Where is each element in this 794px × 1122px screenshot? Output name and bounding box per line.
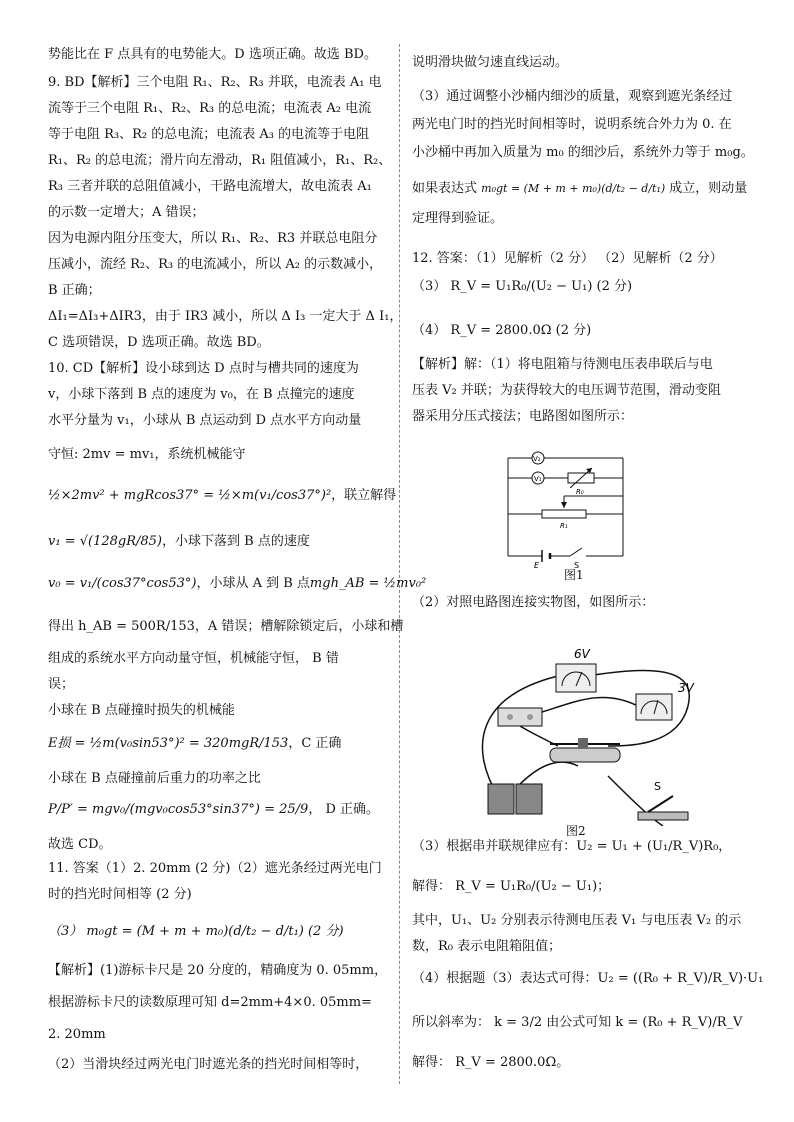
switch-icon — [638, 796, 688, 820]
text-line: v，小球下落到 B 点的速度为 v₀，在 B 点撞完的速度 — [48, 387, 355, 402]
text-line: 故选 CD。 — [48, 837, 112, 852]
equation-momentum-answer: （3） m₀gt = (M + m + m₀)(d/t₂ − d/t₁) (2 分) — [48, 924, 344, 939]
text-line: 其中，U₁、U₂ 分别表示待测电压表 V₁ 与电压表 V₂ 的示 — [412, 913, 742, 928]
equation-energy — [48, 488, 396, 504]
equation-momentum: m₀gt = (M + m + m₀)(d/t₂ − d/t₁) — [481, 182, 666, 195]
equation-v0-body: v₀ = v₁/(cos37°cos53°) — [48, 576, 197, 591]
text-line: B 正确； — [48, 283, 101, 298]
text-line: 势能比在 F 点具有的电势能大。D 选项正确。故选 BD。 — [48, 47, 377, 62]
label-6v: 6V — [574, 647, 590, 661]
label-e: E — [534, 561, 540, 570]
text-line: ΔI₁=ΔI₃+ΔIR3，由于 IR3 减小，所以 Δ I₃ 一定大于 Δ I₁， — [48, 309, 403, 324]
equation-power-ratio-body: P/P′ = mgv₀/(mgv₀cos53°sin37°) = 25/9 — [48, 802, 309, 817]
equation-power-ratio-tail: ， D 正确。 — [308, 802, 380, 817]
label-v2: V₂ — [533, 455, 541, 463]
label-switch: S — [654, 780, 661, 793]
text-line: 组成的系统水平方向动量守恒，机械能守恒， B 错 — [48, 651, 339, 666]
text-line — [412, 180, 747, 198]
text-line: 小球在 B 点碰撞时损失的机械能 — [48, 703, 235, 718]
text-line: （2）对照电路图连接实物图，如图所示： — [412, 595, 655, 610]
text-line: （2）当滑块经过两光电门时遮光条的挡光时间相等时， — [48, 1057, 369, 1072]
voltmeter-3v-icon — [636, 694, 672, 720]
equation-power-ratio — [48, 802, 379, 818]
text-line: 等于电阻 R₃、R₂ 的总电流；电流表 A₃ 的电流等于电阻 — [48, 127, 370, 142]
text-line: 小沙桶中再加入质量为 m₀ 的细沙后，系统外力等于 m₀g。 — [412, 145, 754, 160]
text-line: 水平分量为 v₁，小球从 B 点运动到 D 点水平方向动量 — [48, 413, 362, 428]
figure1-caption: 图1 — [564, 568, 584, 582]
text-line: 压减小，流经 R₂、R₃ 的电流减小，所以 A₂ 的示数减小， — [48, 257, 383, 272]
text-line: 【解析】解：（1）将电阻箱与待测电压表串联后与电 — [412, 357, 713, 372]
text-line: 器采用分压式接法；电路图如图所示： — [412, 409, 634, 424]
text-line: 11. 答案（1）2. 20mm (2 分)（2）遮光条经过两光电门 — [48, 861, 382, 876]
text-fragment: 成立，则动量 — [669, 181, 748, 196]
text-line: R₃ 三者并联的总阻值减小，干路电流增大，故电流表 A₁ — [48, 179, 372, 194]
text-line: （3）通过调整小沙桶内细沙的质量，观察到遮光条经过 — [412, 89, 733, 104]
text-line: 解得： R_V = 2800.0Ω。 — [412, 1055, 570, 1070]
label-v1: V₁ — [534, 475, 542, 483]
resistance-box-icon — [498, 708, 542, 726]
rheostat-icon — [550, 738, 620, 762]
answer-line: （3） R_V = U₁R₀/(U₂ − U₁) (2 分) — [412, 279, 633, 294]
physical-circuit-figure2 — [458, 626, 708, 826]
text-line: 【解析】(1)游标卡尺是 20 分度的，精确度为 0. 05mm， — [48, 963, 388, 978]
text-line: （3）根据串并联规律应有：U₂ = U₁ + (U₁/R_V)R₀， — [412, 839, 732, 854]
text-fragment: 如果表达式 — [412, 181, 478, 196]
text-line: 9. BD【解析】三个电阻 R₁、R₂、R₃ 并联，电流表 A₁ 电 — [48, 75, 382, 90]
text-line: 说明滑块做匀速直线运动。 — [412, 55, 569, 70]
equation-energy-tail: ，联立解得 — [331, 488, 397, 503]
text-line: 12. 答案：（1）见解析（2 分） （2）见解析（2 分） — [412, 251, 723, 266]
text-line: 解得： R_V = U₁R₀/(U₂ − U₁)； — [412, 879, 611, 894]
equation-v0 — [48, 576, 426, 592]
text-line: C 选项错误，D 选项正确。故选 BD。 — [48, 335, 270, 350]
text-line: 所以斜率为： k = 3/2 由公式可知 k = (R₀ + R_V)/R_V — [412, 1015, 743, 1030]
text-line: 得出 h_AB = 500R/153，A 错误；槽解除锁定后，小球和槽 — [48, 619, 404, 634]
text-line: 流等于三个电阻 R₁、R₂、R₃ 的总电流；电流表 A₂ 电流 — [48, 101, 372, 116]
circuit-diagram-figure1 — [498, 438, 638, 570]
answer-line: （4） R_V = 2800.0Ω (2 分) — [412, 323, 592, 338]
text-line: 因为电源内阻分压变大，所以 R₁、R₂、R3 并联总电阻分 — [48, 231, 378, 246]
text-line: 两光电门时的挡光时间相等时，说明系统合外力为 0. 在 — [412, 117, 732, 132]
label-r0: R₀ — [576, 488, 584, 496]
text-line: 时的挡光时间相等 (2 分) — [48, 887, 192, 902]
equation-energy-loss-tail: ，C 正确 — [288, 736, 342, 751]
equation-v0-mid: ，小球从 A 到 B 点 — [196, 576, 310, 591]
equation-energy-body: ½×2mv² + mgRcos37° = ½×m(v₁/cos37°)² — [48, 488, 332, 503]
battery-icon — [488, 784, 542, 814]
equation-energy-loss-body: E损 = ½m(v₀sin53°)² = 320mgR/153 — [48, 736, 289, 751]
figure2-caption: 图2 — [566, 824, 586, 838]
equation-mgh: mgh_AB = ½mv₀² — [309, 576, 427, 591]
text-line: 的示数一定增大；A 错误； — [48, 205, 205, 220]
label-3v: 3V — [678, 681, 694, 695]
label-r1: R₁ — [560, 522, 568, 530]
equation-energy-loss — [48, 736, 341, 752]
text-line: 定理得到验证。 — [412, 211, 504, 226]
label-s: S — [574, 561, 580, 570]
voltmeter-6v-icon — [556, 664, 596, 692]
text-line: 10. CD【解析】设小球到达 D 点时与槽共同的速度为 — [48, 361, 359, 376]
equation-v1 — [48, 534, 310, 550]
text-line: 压表 V₂ 并联；为获得较大的电压调节范围，滑动变阻 — [412, 383, 721, 398]
text-line: 数，R₀ 表示电阻箱阻值； — [412, 939, 562, 954]
text-line: 守恒: 2mv = mv₁，系统机械能守 — [48, 447, 246, 462]
text-line: （4）根据题（3）表达式可得：U₂ = ((R₀ + R_V)/R_V)·U₁ — [412, 971, 764, 986]
text-line: 小球在 B 点碰撞前后重力的功率之比 — [48, 771, 261, 786]
equation-v1-body: v₁ = √(128gR/85) — [48, 534, 162, 549]
text-line: R₁、R₂ 的总电流；滑片向左滑动，R₁ 阻值减小，R₁、R₂、 — [48, 153, 392, 168]
equation-v1-tail: ，小球下落到 B 点的速度 — [162, 534, 310, 549]
text-line: 根据游标卡尺的读数原理可知 d=2mm+4×0. 05mm= — [48, 995, 372, 1010]
column-divider — [399, 44, 400, 1084]
text-line: 误； — [48, 677, 75, 692]
text-line: 2. 20mm — [48, 1027, 106, 1042]
